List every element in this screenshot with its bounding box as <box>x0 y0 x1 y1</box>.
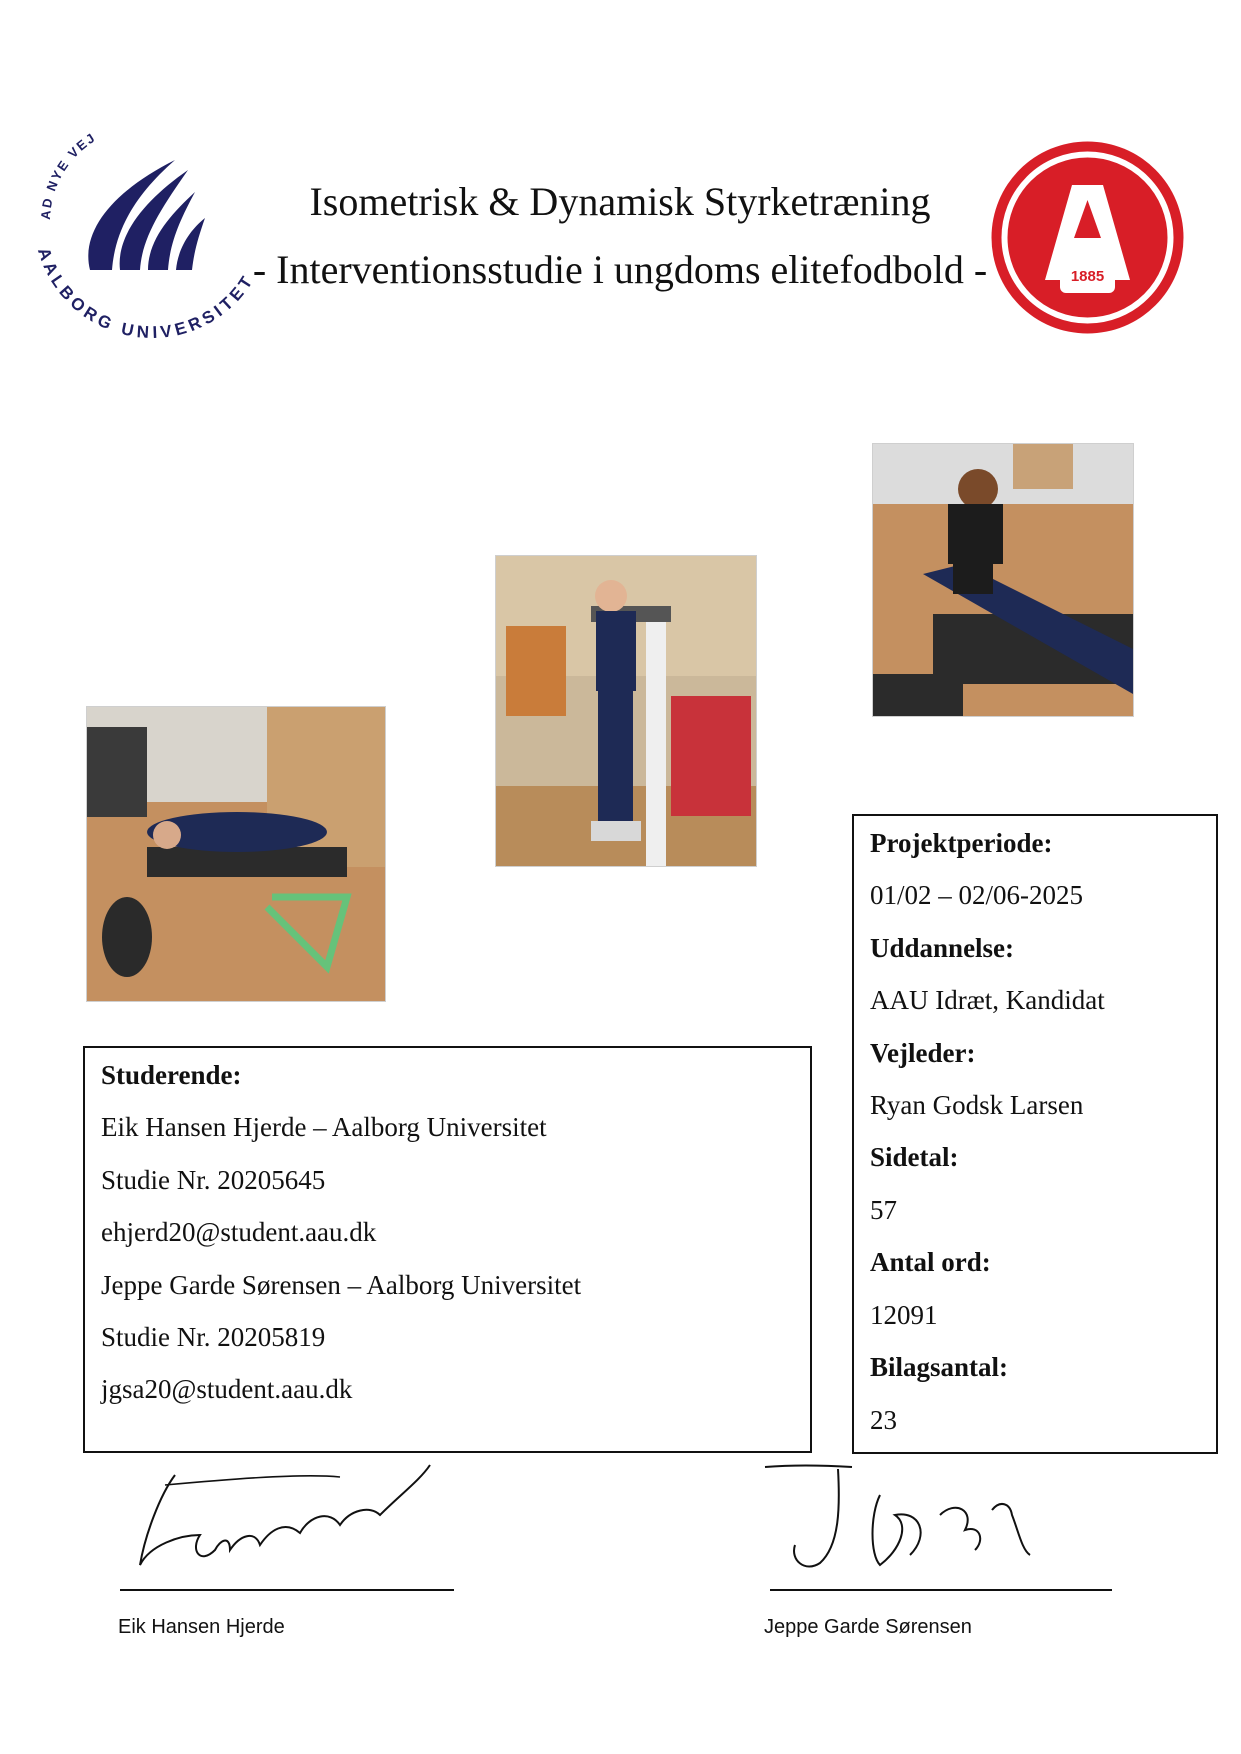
signature-2-line <box>770 1589 1112 1591</box>
aab-logo <box>990 140 1185 335</box>
student-1-email: ehjerd20@student.aau.dk <box>101 1217 377 1247</box>
info-label-wordcount: Antal ord: <box>870 1247 991 1277</box>
page-title: Isometrisk & Dynamisk Styrketræning <box>309 179 931 224</box>
signature-2-name: Jeppe Garde Sørensen <box>764 1616 972 1638</box>
svg-text:1885: 1885 <box>1070 268 1105 285</box>
info-label-period: Projektperiode: <box>870 828 1053 858</box>
signature-2-image <box>760 1455 1090 1580</box>
info-value-pages: 57 <box>870 1195 897 1225</box>
info-label-education: Uddannelse: <box>870 933 1015 963</box>
info-value-wordcount: 12091 <box>870 1300 938 1330</box>
svg-text:AD NYE VEJE: AD NYE VEJ <box>37 129 99 221</box>
students-box <box>83 1046 812 1453</box>
students-heading: Studerende: <box>101 1060 242 1090</box>
exercise-photo-partner <box>872 443 1134 717</box>
info-label-supervisor: Vejleder: <box>870 1038 976 1068</box>
svg-text:AALBORG UNIVERSITET: AALBORG UNIVERSITET <box>33 245 259 343</box>
student-2-email: jgsa20@student.aau.dk <box>101 1374 353 1404</box>
student-2-number: Studie Nr. 20205819 <box>101 1322 326 1352</box>
info-value-supervisor: Ryan Godsk Larsen <box>870 1090 1084 1120</box>
exercise-photo-standing <box>495 555 757 867</box>
info-value-appendices: 23 <box>870 1405 897 1435</box>
signature-1-name: Eik Hansen Hjerde <box>118 1616 285 1638</box>
info-value-education: AAU Idræt, Kandidat <box>870 985 1105 1015</box>
info-value-period: 01/02 – 02/06-2025 <box>870 880 1083 910</box>
student-1-name: Eik Hansen Hjerde – Aalborg Universitet <box>101 1112 547 1142</box>
aau-logo <box>20 120 280 350</box>
student-2-name: Jeppe Garde Sørensen – Aalborg Universitet <box>101 1270 582 1300</box>
project-info-box <box>852 814 1218 1454</box>
signature-1-line <box>120 1589 454 1591</box>
signature-1-image <box>120 1455 450 1580</box>
page-subtitle: - Interventionsstudie i ungdoms elitefodbold - <box>252 247 988 292</box>
info-label-appendices: Bilagsantal: <box>870 1352 1009 1382</box>
info-label-pages: Sidetal: <box>870 1142 959 1172</box>
student-1-number: Studie Nr. 20205645 <box>101 1165 326 1195</box>
exercise-photo-lying <box>86 706 386 1002</box>
